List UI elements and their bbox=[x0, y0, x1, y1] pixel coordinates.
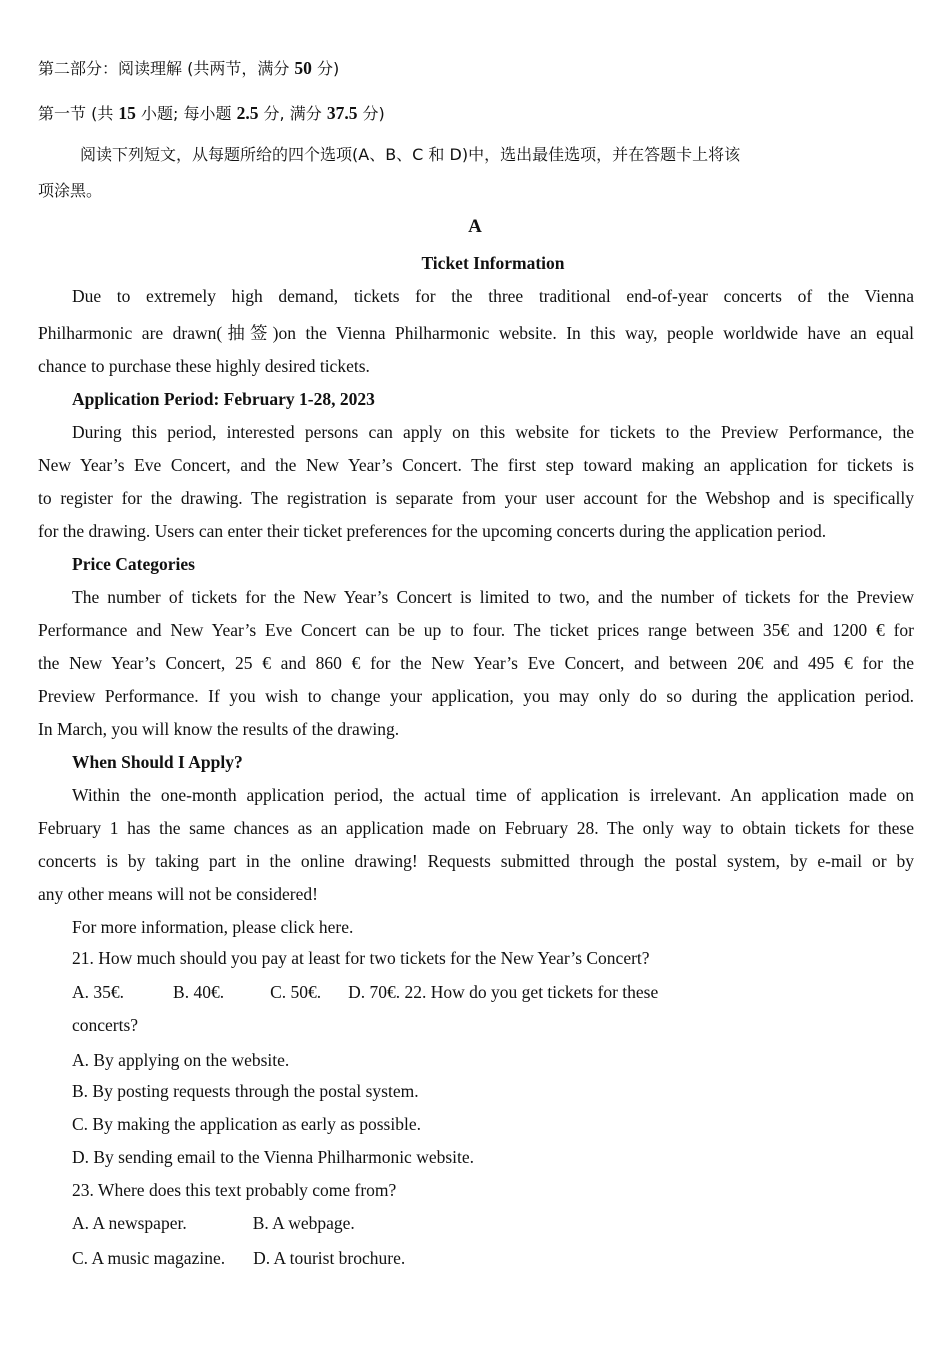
paragraph-2-line-1: During this period, interested persons can apply on this website for tickets to the Preview Performance, the bbox=[72, 422, 914, 442]
question-23-option-a[interactable]: A. A newspaper. bbox=[72, 1213, 187, 1233]
question-23-option-d[interactable]: D. A tourist brochure. bbox=[253, 1248, 406, 1268]
question-21-option-b[interactable]: B. 40€. bbox=[173, 982, 225, 1002]
instruction-line-1: 阅读下列短文，从每题所给的四个选项(A、B、C 和 D)中，选出最佳选项，并在答题卡上将该 bbox=[80, 145, 741, 164]
section-title bbox=[38, 101, 385, 124]
section-total: 37.5 bbox=[326, 103, 358, 123]
question-21-option-d[interactable]: D. 70€. bbox=[348, 982, 401, 1002]
question-23-option-c[interactable]: C. A music magazine. bbox=[72, 1248, 226, 1268]
question-21-stem: 21. How much should you pay at least for two tickets for the New Year’s Concert? bbox=[72, 948, 650, 968]
part-title-suffix: 分) bbox=[311, 59, 340, 78]
heading-price-categories: Price Categories bbox=[72, 554, 195, 574]
passage-letter: A bbox=[468, 216, 482, 237]
question-23-options-row-2 bbox=[72, 1248, 405, 1269]
question-22-stem-part1: 22. How do you get tickets for these bbox=[404, 982, 659, 1002]
paragraph-3-line-2: Performance and New Year’s Eve Concert can be up to four. The ticket prices range between 35€ and 1200 € for bbox=[38, 620, 914, 640]
question-23-stem: 23. Where does this text probably come from? bbox=[72, 1180, 397, 1200]
more-info-link[interactable]: For more information, please click here. bbox=[72, 917, 354, 937]
question-21-option-a[interactable]: A. 35€. bbox=[72, 982, 125, 1002]
paragraph-1-line-1: Due to extremely high demand, tickets for the three traditional end-of-year concerts of the Vienna bbox=[72, 286, 914, 306]
question-21-option-c[interactable]: C. 50€. bbox=[270, 982, 322, 1002]
paragraph-4-line-3: concerts is by taking part in the online drawing! Requests submitted through the postal system, by e-mail or by bbox=[38, 851, 914, 871]
paragraph-3-line-3: the New Year’s Concert, 25 € and 860 € for the New Year’s Eve Concert, and between 20€ and 495 € for the bbox=[38, 653, 914, 673]
paragraph-4-line-4: any other means will not be considered! bbox=[38, 884, 318, 904]
passage-title: Ticket Information bbox=[421, 253, 565, 273]
paragraph-1-line-3: chance to purchase these highly desired tickets. bbox=[38, 356, 370, 376]
paragraph-2-line-4: for the drawing. Users can enter their ticket preferences for the upcoming concerts during the application period. bbox=[38, 521, 827, 541]
paragraph-3-line-1: The number of tickets for the New Year’s Concert is limited to two, and the number of tickets for the Preview bbox=[72, 587, 914, 607]
question-23-option-b[interactable]: B. A webpage. bbox=[252, 1213, 355, 1233]
question-22-option-d[interactable]: D. By sending email to the Vienna Philharmonic website. bbox=[72, 1147, 475, 1167]
section-mid1: 小题; 每小题 bbox=[135, 104, 237, 123]
question-21-options bbox=[72, 982, 658, 1003]
section-mid2: 分, 满分 bbox=[258, 104, 327, 123]
question-22-option-b[interactable]: B. By posting requests through the postal system. bbox=[72, 1081, 419, 1101]
paragraph-4-line-1: Within the one-month application period, the actual time of application is irrelevant. An application made on bbox=[72, 785, 914, 805]
section-each: 2.5 bbox=[236, 103, 259, 123]
section-suffix: 分) bbox=[357, 104, 385, 123]
paragraph-3-line-4: Preview Performance. If you wish to change your application, you may only do so during the application period. bbox=[38, 686, 914, 706]
question-23-options-row-1 bbox=[72, 1213, 355, 1234]
paragraph-2-line-3: to register for the drawing. The registration is separate from your user account for the Webshop and is specifically bbox=[38, 488, 914, 508]
paragraph-2-line-2: New Year’s Eve Concert, and the New Year’s Concert. The first step toward making an application for tickets is bbox=[38, 455, 914, 475]
question-22-option-c[interactable]: C. By making the application as early as possible. bbox=[72, 1114, 421, 1134]
instruction-line-2: 项涂黑。 bbox=[38, 181, 103, 200]
part-title bbox=[38, 56, 339, 79]
heading-when-apply: When Should I Apply? bbox=[72, 752, 243, 772]
question-22-option-a[interactable]: A. By applying on the website. bbox=[72, 1050, 290, 1070]
paragraph-3-line-5: In March, you will know the results of the drawing. bbox=[38, 719, 400, 739]
paragraph-1-line-2: Philharmonic are drawn(抽签)on the Vienna Philharmonic website. In this way, people worldwide have an equal bbox=[38, 323, 914, 343]
part-title-prefix: 第二部分：阅读理解 (共两节，满分 bbox=[38, 59, 295, 78]
question-22-stem-part2: concerts? bbox=[72, 1015, 139, 1035]
section-prefix: 第一节 (共 bbox=[38, 104, 119, 123]
part-title-score: 50 bbox=[294, 58, 312, 78]
section-count: 15 bbox=[118, 103, 136, 123]
heading-application-period: Application Period: February 1-28, 2023 bbox=[72, 389, 375, 409]
paragraph-4-line-2: February 1 has the same chances as an application made on February 28. The only way to obtain tickets for these bbox=[38, 818, 914, 838]
